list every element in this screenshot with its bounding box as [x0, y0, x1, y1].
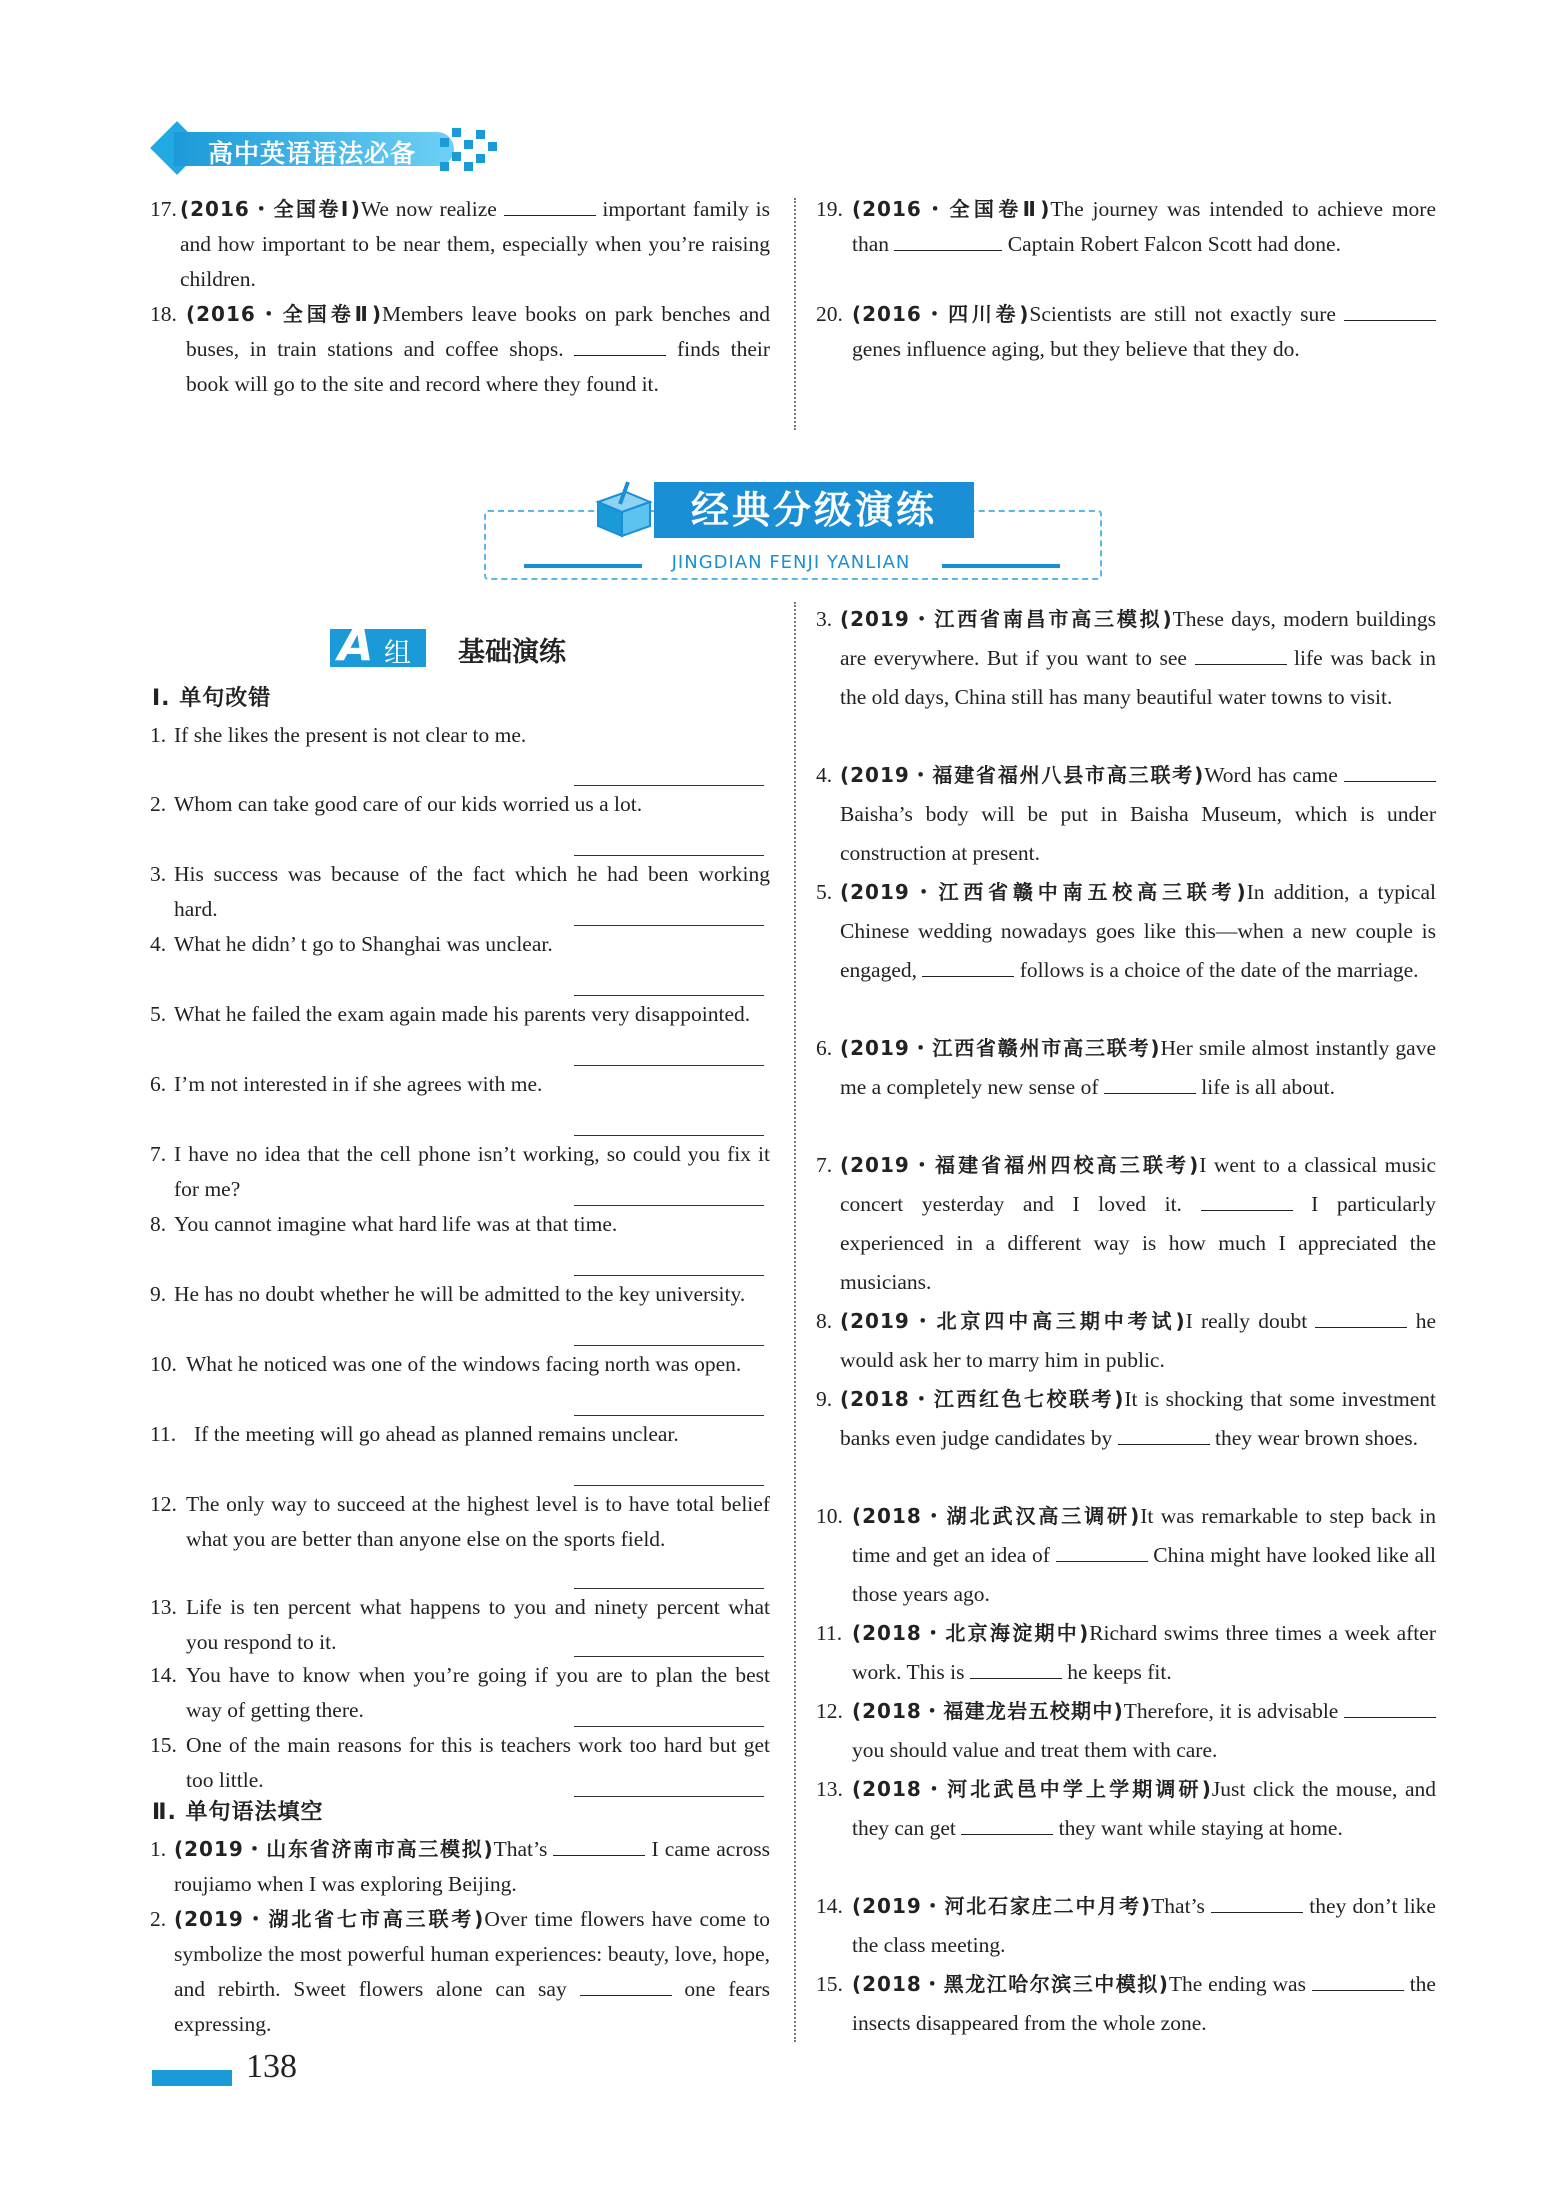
correction-item: 15. One of the main reasons for this is teachers work too hard but get too little. — [150, 1733, 770, 1792]
answer-line[interactable] — [574, 1135, 764, 1136]
question-item: 20. (2016・四川卷)Scientists are still not exactly sure genes influence aging, but they believe that they do. — [816, 297, 1436, 367]
fill-item: 13. (2018・河北武邑中学上学期调研)Just click the mouse, and they can get they want while staying at home. — [816, 1777, 1437, 1840]
fill-item: 12. (2018・福建龙岩五校期中)Therefore, it is advisable you should value and treat them with care. — [816, 1692, 1436, 1770]
correction-item: 2. Whom can take good care of our kids worried us a lot. — [150, 792, 643, 816]
section-2-label: Ⅱ. 单句语法填空 — [152, 1800, 324, 1825]
answer-line[interactable] — [574, 1205, 764, 1206]
fill-item: 1. (2019・山东省济南市高三模拟)That’s I came across roujiamo when I was exploring Beijing. — [150, 1832, 770, 1902]
fill-item: 15. (2018・黑龙江哈尔滨三中模拟)The ending was the insects disappeared from the whole zone. — [816, 1965, 1436, 2043]
question-item: 17. (2016・全国卷Ⅰ)We now realize important family is and how important to be near them, especially when you’re raising children. — [150, 192, 770, 297]
correction-item: 1. If she likes the present is not clear to me. — [150, 723, 527, 747]
correction-item: 11. If the meeting will go ahead as planned remains unclear. — [150, 1422, 679, 1446]
answer-blank[interactable] — [1344, 759, 1436, 782]
answer-line[interactable] — [574, 1345, 764, 1346]
answer-blank[interactable] — [1312, 1968, 1404, 1991]
header-pixel-squares-icon — [440, 128, 504, 172]
fill-item: 6. (2019・江西省赣州市高三联考)Her smile almost instantly gave me a completely new sense of life is all about. — [816, 1036, 1436, 1099]
section-banner — [484, 470, 1100, 580]
correction-item: 7. I have no idea that the cell phone isn’t working, so could you fix it for me? — [150, 1142, 770, 1201]
fill-item: 11. (2018・北京海淀期中)Richard swims three times a week after work. This is he keeps fit. — [816, 1621, 1436, 1684]
answer-line[interactable] — [574, 785, 764, 786]
fill-item: 4. (2019・福建省福州八县市高三联考)Word has came Baisha’s body will be put in Baisha Museum, which is under construction at present. — [816, 756, 1436, 873]
answer-blank[interactable] — [1195, 642, 1287, 665]
fill-item: 5. (2019・江西省赣中南五校高三联考)In addition, a typical Chinese wedding nowadays goes like this—when a new couple is engaged, follows is a choice of the date of the marriage. — [816, 880, 1436, 982]
answer-line[interactable] — [574, 1275, 764, 1276]
answer-line[interactable] — [574, 855, 764, 856]
answer-blank[interactable] — [1211, 1890, 1303, 1913]
question-item: 19. (2016・全国卷Ⅱ)The journey was intended to achieve more than Captain Robert Falcon Scott had done. — [816, 197, 1436, 256]
answer-line[interactable] — [574, 1065, 764, 1066]
answer-blank[interactable] — [1056, 1539, 1148, 1562]
group-title: 基础演练 — [458, 637, 566, 668]
fill-item: 10. (2018・湖北武汉高三调研)It was remarkable to step back in time and get an idea of China might have looked like all those years ago. — [816, 1504, 1436, 1606]
answer-blank[interactable] — [1201, 1188, 1293, 1211]
answer-blank[interactable] — [894, 228, 1002, 251]
fill-item: 8. (2019・北京四中高三期中考试)I really doubt he would ask her to marry him in public. — [816, 1302, 1436, 1380]
answer-blank[interactable] — [1104, 1071, 1196, 1094]
answer-blank[interactable] — [1118, 1422, 1210, 1445]
fill-item: 7. (2019・福建省福州四校高三联考)I went to a classical music concert yesterday and I loved it. I particularly experienced in a different way is how much I appreciated the musicians. — [816, 1153, 1436, 1294]
answer-blank[interactable] — [553, 1833, 645, 1856]
column-divider — [794, 602, 796, 2042]
running-header — [150, 123, 510, 177]
answer-line[interactable] — [574, 1415, 764, 1416]
correction-item: 6. I’m not interested in if she agrees with me. — [150, 1072, 543, 1096]
top-column-divider — [794, 198, 796, 430]
fill-item: 3. (2019・江西省南昌市高三模拟)These days, modern buildings are everywhere. But if you want to see life was back in the old days, China still has many beautiful water towns to visit. — [816, 607, 1436, 709]
answer-blank[interactable] — [1344, 298, 1436, 321]
correction-item: 14. You have to know when you’re going if you are to plan the best way of getting there. — [150, 1663, 770, 1722]
answer-blank[interactable] — [970, 1656, 1062, 1679]
answer-line[interactable] — [574, 1485, 764, 1486]
section-1-label: Ⅰ. 单句改错 — [152, 686, 272, 711]
answer-line[interactable] — [574, 1656, 764, 1657]
question-item: 18. (2016・全国卷Ⅱ)Members leave books on park benches and buses, in train stations and coffee shops. finds their book will go to the site and record where they found it. — [150, 302, 770, 396]
answer-blank[interactable] — [1315, 1305, 1407, 1328]
page-number: 138 — [246, 2048, 297, 2085]
page-number-bar — [152, 2070, 232, 2086]
banner-subtitle: JINGDIAN FENJI YANLIAN — [671, 552, 911, 573]
answer-blank[interactable] — [574, 333, 666, 356]
answer-line[interactable] — [574, 1796, 764, 1797]
answer-line[interactable] — [574, 1588, 764, 1589]
group-heading — [330, 617, 630, 675]
answer-blank[interactable] — [961, 1812, 1053, 1835]
correction-item: 4. What he didn’ t go to Shanghai was unclear. — [150, 932, 553, 956]
fill-item: 9. (2018・江西红色七校联考)It is shocking that some investment banks even judge candidates by they wear brown shoes. — [816, 1387, 1436, 1450]
answer-blank[interactable] — [580, 1973, 672, 1996]
header-title: 高中英语语法必备 — [208, 139, 417, 168]
notebook-pencil-icon — [592, 478, 656, 542]
answer-line[interactable] — [574, 995, 764, 996]
answer-blank[interactable] — [504, 193, 596, 216]
banner-title: 经典分级演练 — [690, 488, 937, 532]
correction-item: 3. His success was because of the fact which he had been working hard. — [150, 862, 770, 921]
answer-blank[interactable] — [922, 954, 1014, 977]
answer-line[interactable] — [574, 1726, 764, 1727]
correction-item: 5. What he failed the exam again made his parents very disappointed. — [150, 1002, 751, 1026]
answer-blank[interactable] — [1344, 1695, 1436, 1718]
group-letter: A — [338, 617, 374, 671]
fill-item: 2. (2019・湖北省七市高三联考)Over time flowers have come to symbolize the most powerful human experiences: beauty, love, hope, and rebirth. Sweet flowers alone can say one fears expressing. — [150, 1907, 770, 2036]
fill-item: 14. (2019・河北石家庄二中月考)That’s they don’t like the class meeting. — [816, 1887, 1436, 1965]
correction-item: 10. What he noticed was one of the windows facing north was open. — [150, 1352, 742, 1376]
correction-item: 13. Life is ten percent what happens to you and ninety percent what you respond to it. — [150, 1595, 770, 1654]
answer-line[interactable] — [574, 925, 764, 926]
correction-item: 12. The only way to succeed at the highest level is to have total belief what you are better than anyone else on the sports field. — [150, 1492, 770, 1551]
correction-item: 9. He has no doubt whether he will be admitted to the key university. — [150, 1282, 746, 1306]
correction-item: 8. You cannot imagine what hard life was at that time. — [150, 1212, 618, 1236]
group-zu: 组 — [384, 638, 411, 669]
